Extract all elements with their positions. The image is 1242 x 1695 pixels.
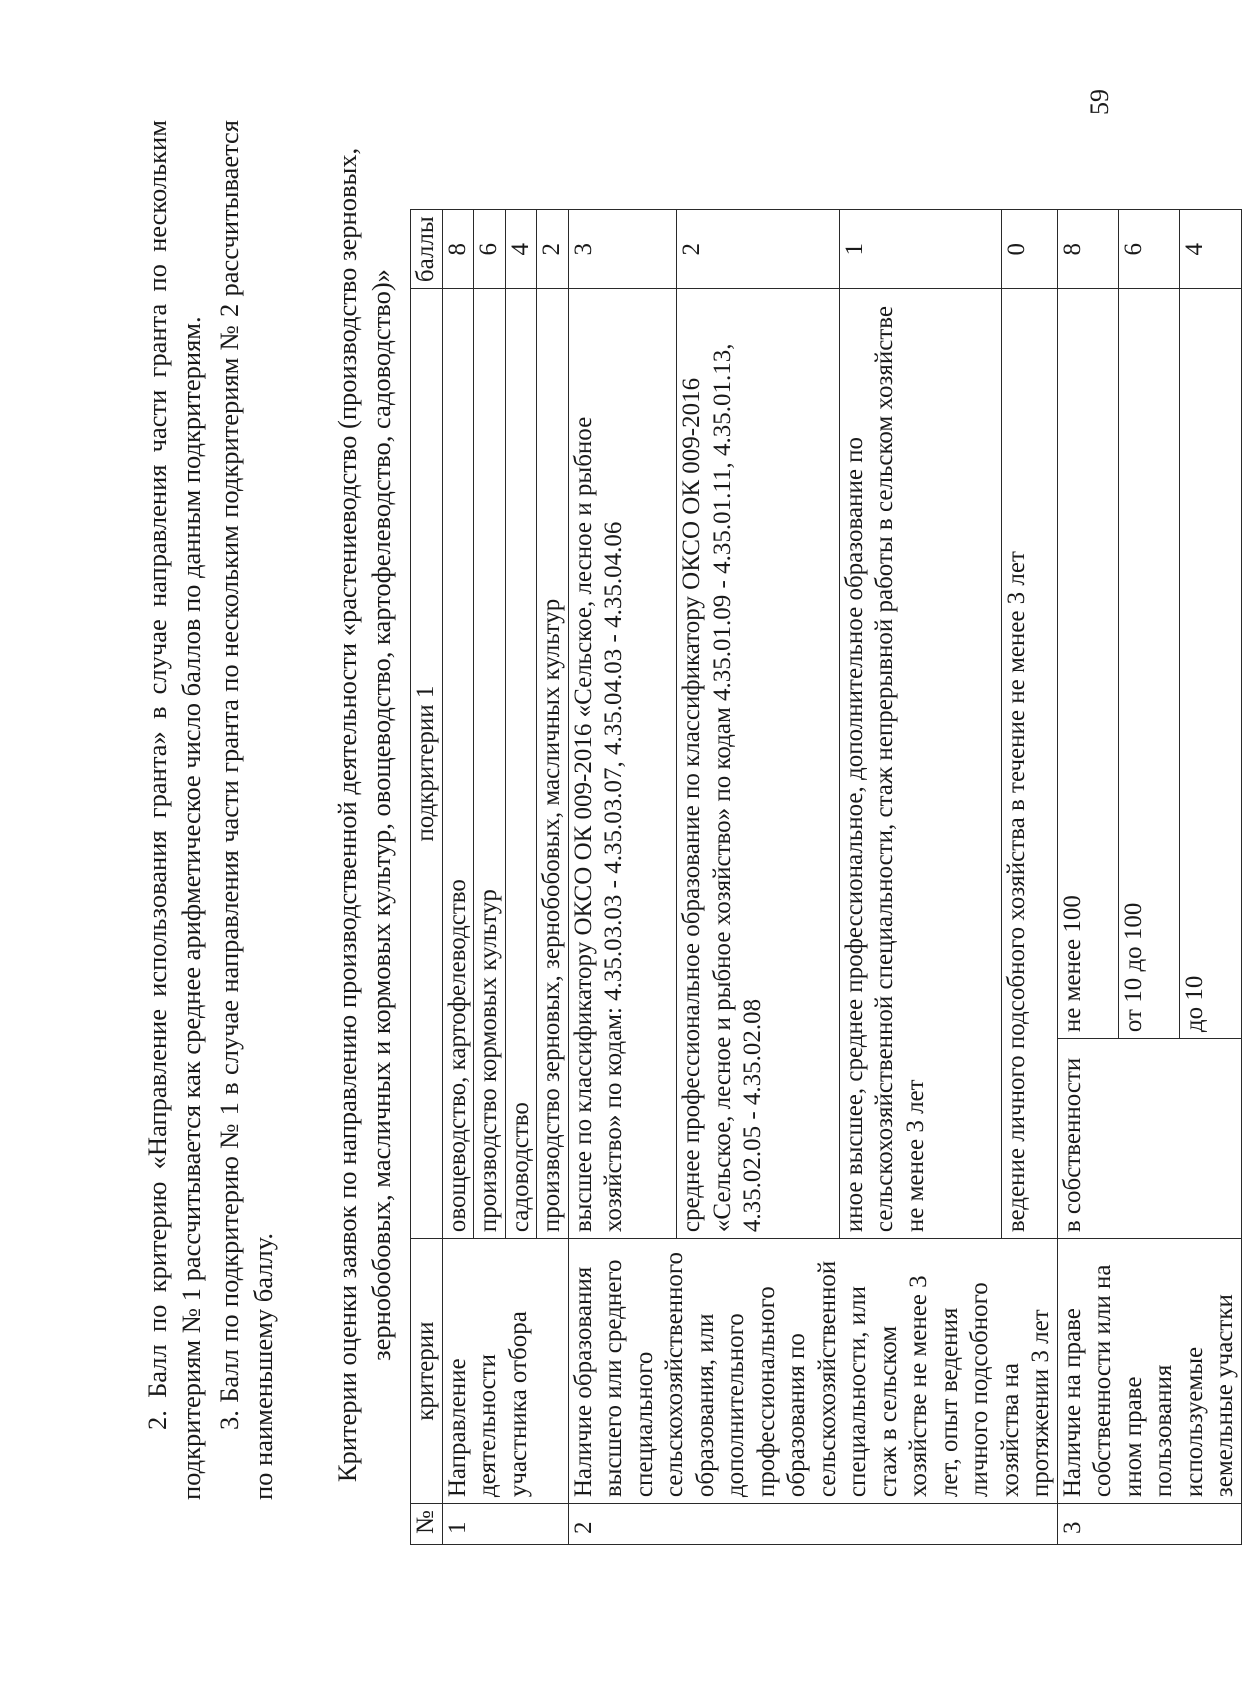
row-number: 1 xyxy=(442,1504,568,1545)
points-cell: 0 xyxy=(1002,210,1057,289)
paragraph-2: 2. Балл по критерию «Направление использования гранта» в случае направления части гранта по нескольким подкритериям № 1 рассчитывается как среднее арифметическое число баллов по данным подкритериям. xyxy=(142,120,206,1500)
header-points: баллы xyxy=(411,210,443,289)
subcriteria-2-cell: от 10 до 100 xyxy=(1118,289,1179,1039)
header-subcriteria-1: подкритерии 1 xyxy=(411,289,443,1239)
subcriteria-cell: овощеводство, картофелеводство xyxy=(442,289,474,1239)
points-cell: 3 xyxy=(568,210,677,289)
row-number: 2 xyxy=(568,1504,1057,1545)
subcriteria-cell: среднее профессиональное образование по классификатору ОКСО ОК 009-2016 «Сельское, лесное и рыбное хозяйство» по кодам 4.35.01.09 - 4.35.01.11, 4.35.01.13, 4.35.02.05 - 4.35.02.08 xyxy=(677,289,839,1239)
subcriteria-cell: производство зерновых, зернобобовых, масличных культур xyxy=(537,289,569,1239)
subcriteria-cell: ведение личного подсобного хозяйства в течение не менее 3 лет xyxy=(1002,289,1057,1239)
page-number: 59 xyxy=(1085,89,1114,115)
subcriteria-2-cell: не менее 100 xyxy=(1057,289,1118,1039)
paragraph-3: 3. Балл по подкритерию № 1 в случае направления части гранта по нескольким подкритериям № 2 рассчитывается по наименьшему баллу. xyxy=(214,120,278,1500)
points-cell: 4 xyxy=(505,210,537,289)
subcriteria-1-cell: в собственности xyxy=(1057,1039,1241,1239)
table-row xyxy=(1057,210,1118,1545)
table-row xyxy=(568,210,677,1545)
table-header-row xyxy=(411,210,443,1545)
criteria-cell: Направление деятельности участника отбора xyxy=(442,1239,568,1504)
points-cell: 4 xyxy=(1180,210,1241,289)
subcriteria-2-cell: до 10 xyxy=(1180,289,1241,1039)
criteria-cell: Наличие на праве собственности или на ином праве пользования используемые земельные участки xyxy=(1057,1239,1241,1504)
points-cell: 6 xyxy=(474,210,506,289)
header-criteria: критерии xyxy=(411,1239,443,1504)
points-cell: 6 xyxy=(1118,210,1179,289)
points-cell: 8 xyxy=(442,210,474,289)
points-cell: 8 xyxy=(1057,210,1118,289)
criteria-cell: Наличие образования высшего или среднего специального сельскохозяйственного образования, или дополнительного профессионального образования по сельскохозяйственной специальности, или стаж в сельском хозяйстве не менее 3 лет, опыт ведения личного подсобного хозяйства на протяжении 3 лет xyxy=(568,1239,1057,1504)
table-caption: Критерии оценки заявок по направлению производственной деятельности «растениеводство (производство зерновых, зернобобовых, масличных и кормовых культур, овощеводство, картофелеводство, садоводство)» xyxy=(332,147,396,1483)
subcriteria-cell: садоводство xyxy=(505,289,537,1239)
subcriteria-cell: высшее по классификатору ОКСО ОК 009-2016 «Сельское, лесное и рыбное хозяйство» по кодам: 4.35.03.03 - 4.35.03.07, 4.35.04.03 - 4.35.04.06 xyxy=(568,289,677,1239)
points-cell: 2 xyxy=(537,210,569,289)
table-row xyxy=(442,210,474,1545)
criteria-table xyxy=(410,209,1242,1545)
header-number: № xyxy=(411,1504,443,1545)
subcriteria-cell: производство кормовых культур xyxy=(474,289,506,1239)
points-cell: 1 xyxy=(839,210,1001,289)
points-cell: 2 xyxy=(677,210,839,289)
row-number: 3 xyxy=(1057,1504,1241,1545)
subcriteria-cell: иное высшее, среднее профессиональное, дополнительное образование по сельскохозяйственной специальности, стаж непрерывной работы в сельском хозяйстве не менее 3 лет xyxy=(839,289,1001,1239)
